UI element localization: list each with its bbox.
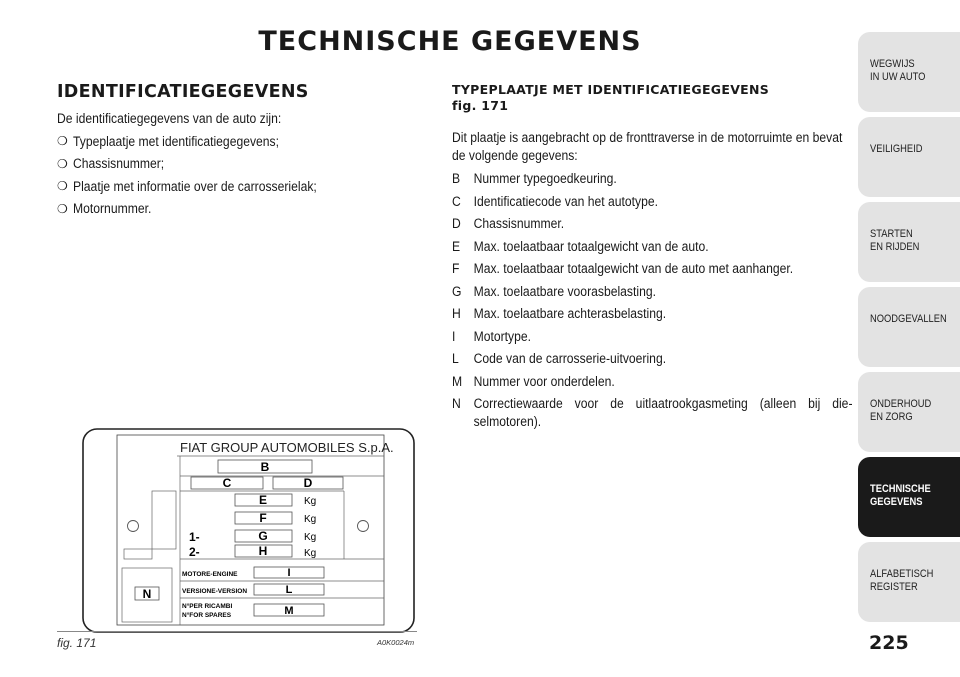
list-item: B Nummer typegoedkeuring. <box>452 171 617 186</box>
list-item: M Nummer voor onderdelen. <box>452 373 615 389</box>
plate-box-F: F <box>259 511 267 525</box>
section-heading-identificatiegegevens: IDENTIFICATIEGEGEVENS <box>57 82 309 102</box>
plate-kg-label: Kg <box>304 514 317 525</box>
caption-divider <box>57 631 417 632</box>
plate-box-N: N <box>142 587 152 601</box>
tab-alfabetisch-register[interactable]: ALFABETISCH REGISTER <box>858 542 960 622</box>
circle-bullet-icon: ❍ <box>57 156 68 171</box>
list-item: L Code van de carrosserie-uitvoering. <box>452 351 667 366</box>
page-number: 225 <box>869 632 909 654</box>
plate-row-2: 2- <box>189 545 200 559</box>
item-list <box>452 170 853 431</box>
plate-maker: FIAT GROUP AUTOMOBILES S.p.A. <box>180 440 394 455</box>
blank-field <box>124 549 152 559</box>
figure-caption: fig. 171 <box>57 636 97 650</box>
plate-row-1: 1- <box>189 530 200 544</box>
plate-box-E: E <box>258 493 268 507</box>
plate-box-C: C <box>222 476 232 490</box>
list-item: ❍ Plaatje met informatie over de carrosserielak; <box>57 178 317 194</box>
plate-kg-label: Kg <box>304 532 317 543</box>
plate-motore-label: MOTORE-ENGINE <box>182 571 238 578</box>
list-item: C Identificatiecode van het autotype. <box>452 193 659 209</box>
plate-box-I: I <box>287 567 291 579</box>
list-item: H Max. toelaatbare achterasbelasting. <box>452 306 667 321</box>
list-item: N Correctiewaarde voor de uitlaatrookgasmeting (alleen bij die-selmotoren). <box>452 396 853 429</box>
list-item: ❍ Chassisnummer; <box>57 156 165 172</box>
list-item: G Max. toelaatbare voorasbelasting. <box>452 283 656 299</box>
plate-ricambi-label: N°PER RICAMBI <box>182 603 233 610</box>
tab-wegwijs[interactable]: WEGWIJS IN UW AUTO <box>858 32 960 112</box>
list-item: I Motortype. <box>452 328 532 344</box>
list-item: ❍ Motornummer. <box>57 201 152 217</box>
left-column <box>57 82 427 220</box>
circle-bullet-icon: ❍ <box>57 134 68 149</box>
blank-field <box>152 491 176 549</box>
list-item: D Chassisnummer. <box>452 216 565 231</box>
figure-code: A0K0024m <box>377 638 415 647</box>
bullet-list <box>57 130 427 220</box>
plate-box-M: M <box>284 605 294 617</box>
plate-box-L: L <box>285 584 293 596</box>
page-title: TECHNISCHE GEGEVENS <box>258 26 642 57</box>
plate-box-G: G <box>258 529 268 543</box>
left-rivet-icon <box>128 521 139 532</box>
plate-kg-label: Kg <box>304 496 317 507</box>
right-column <box>452 82 852 436</box>
list-item: F Max. toelaatbaar totaalgewicht van de auto met aanhanger. <box>452 261 794 276</box>
type-plate-illustration <box>82 428 415 633</box>
section-heading-typeplaatje: TYPEPLAATJE MET IDENTIFICATIEGEGEVENS fig. 171 <box>452 82 770 113</box>
tab-noodgevallen[interactable]: NOODGEVALLEN <box>858 287 960 367</box>
circle-bullet-icon: ❍ <box>57 201 68 216</box>
tab-onderhoud[interactable]: ONDERHOUD EN ZORG <box>858 372 960 452</box>
tab-starten[interactable]: STARTEN EN RIJDEN <box>858 202 960 282</box>
intro-text: De identificatiegegevens van de auto zijn: <box>57 111 282 126</box>
plate-box-B: B <box>260 460 270 474</box>
plate-box-H: H <box>258 544 268 558</box>
plate-versione-label: VERSIONE-VERSION <box>182 588 248 595</box>
list-item: E Max. toelaatbaar totaalgewicht van de auto. <box>452 238 709 254</box>
right-rivet-icon <box>358 521 369 532</box>
circle-bullet-icon: ❍ <box>57 179 68 194</box>
plate-spares-label: N°FOR SPARES <box>182 612 232 619</box>
tab-technische-gegevens[interactable]: TECHNISCHE GEGEVENS <box>858 457 960 537</box>
chapter-tabs <box>858 32 960 627</box>
tab-veiligheid[interactable]: VEILIGHEID <box>858 117 960 197</box>
plate-kg-label: Kg <box>304 548 317 559</box>
description-text: Dit plaatje is aangebracht op de fronttraverse in de motorruimte en bevat de volgende gegevens: <box>452 130 843 163</box>
plate-box-D: D <box>303 476 313 490</box>
list-item: ❍ Typeplaatje met identificatiegegevens; <box>57 133 280 149</box>
